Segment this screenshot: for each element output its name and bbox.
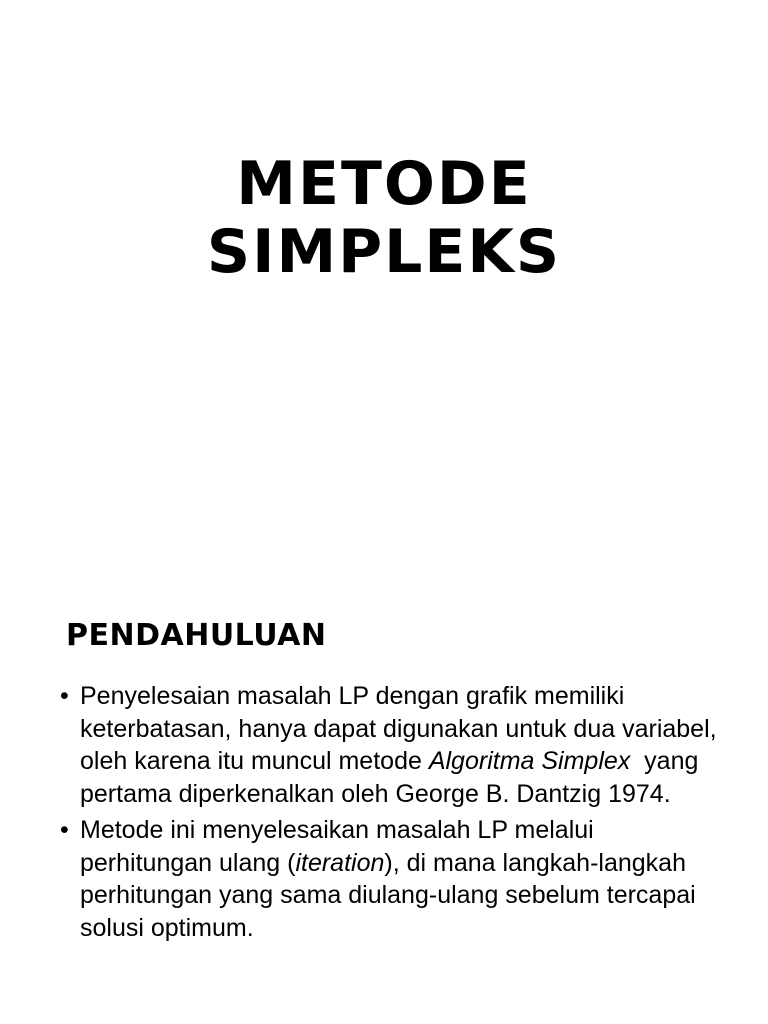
bullet-text: Metode ini menyelesaikan masalah LP melalui perhitungan ulang ( — [80, 816, 594, 877]
bullet-text: yang pertama diperkenalkan oleh George B. Dantzig 1974. — [80, 747, 706, 808]
bullet-text: Penyelesaian masalah LP dengan grafik memiliki keterbatasan, hanya dapat digunakan untuk dua variabel, oleh karena itu muncul metode — [80, 682, 717, 775]
content-slide — [0, 560, 768, 1024]
title-line-2: SIMPLEKS — [206, 217, 562, 287]
bullet-italic-term: Algoritma Simplex — [428, 747, 631, 775]
title-line-1: METODE — [236, 149, 532, 219]
bullet-item — [60, 814, 720, 944]
bullet-text: ), di mana langkah-langkah perhitungan yang sama diulang-ulang sebelum tercapai solusi optimum. — [80, 848, 696, 942]
slide-title — [0, 150, 768, 286]
bullet-item — [60, 680, 720, 810]
bullet-italic-term: iteration — [295, 848, 385, 877]
bullet-list — [60, 680, 720, 948]
section-heading: PENDAHULUAN — [66, 618, 327, 653]
bullet-marker: • — [60, 816, 69, 844]
bullet-marker: • — [60, 682, 69, 710]
